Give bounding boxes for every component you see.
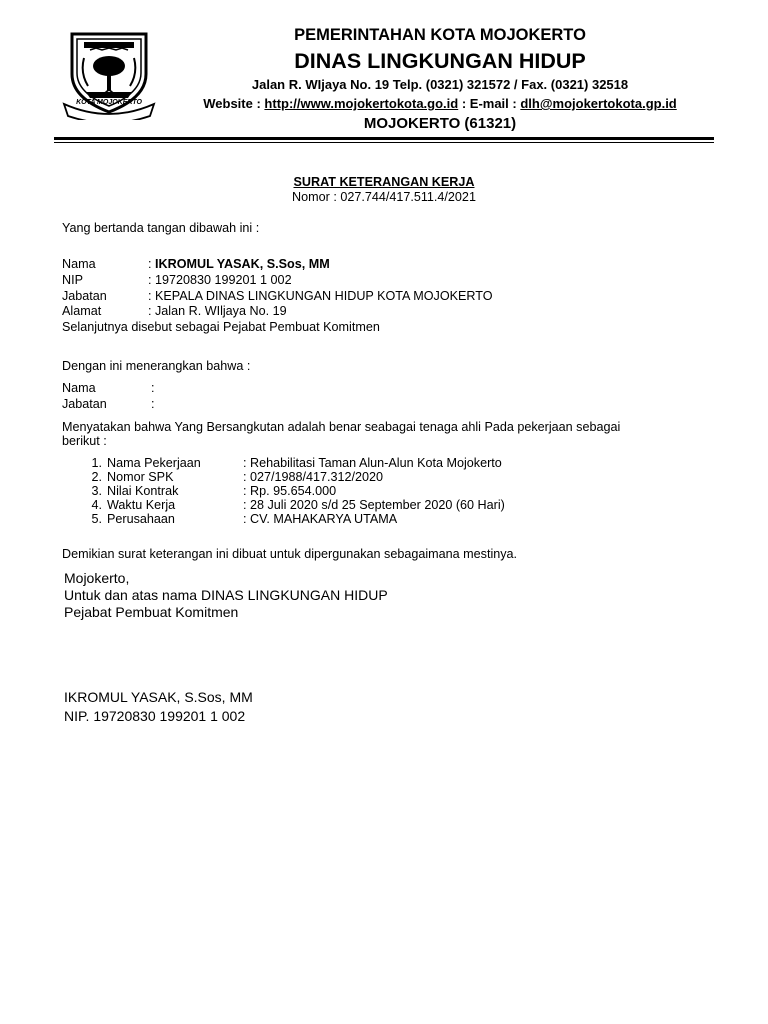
list-item-label: Nama Pekerjaan xyxy=(107,456,201,470)
government-name: PEMERINTAHAN KOTA MOJOKERTO xyxy=(294,26,586,44)
statement-line-2: berikut : xyxy=(62,434,107,448)
signer-address-value: : Jalan R. WIljaya No. 19 xyxy=(148,304,287,318)
signer-name: IKROMUL YASAK, S.Sos, MM xyxy=(155,257,330,271)
list-item-label: Nomor SPK xyxy=(107,470,174,484)
list-item-value: : 027/1988/417.312/2020 xyxy=(243,470,384,484)
subject-name-label: Nama xyxy=(62,381,96,395)
signer-position-value: : KEPALA DINAS LINGKUNGAN HIDUP KOTA MOJOKERTO xyxy=(148,289,493,303)
list-item-value: : 28 Juli 2020 s/d 25 September 2020 (60 Hari) xyxy=(243,498,505,512)
signer-nip-label: NIP xyxy=(62,273,83,287)
signer-name-value xyxy=(148,257,330,272)
list-item-number: 4. xyxy=(91,498,102,512)
list-item-value: : Rp. 95.654.000 xyxy=(243,484,337,498)
list-item-number: 1. xyxy=(91,456,102,470)
list-item-value: : Rehabilitasi Taman Alun-Alun Kota Mojokerto xyxy=(243,456,502,470)
colon: : xyxy=(148,257,155,271)
header-divider-thick xyxy=(54,137,714,140)
agency-name: DINAS LINGKUNGAN HIDUP xyxy=(294,49,586,73)
declaration-text: Dengan ini menerangkan bahwa : xyxy=(62,359,251,373)
logo-banner-text: KOTA MOJOKERTO xyxy=(76,99,142,106)
list-item-label: Perusahaan xyxy=(107,512,175,526)
letter-number: Nomor : 027.744/417.511.4/2021 xyxy=(292,190,476,204)
email-label: : E-mail : xyxy=(458,96,521,111)
signature-nip: NIP. 19720830 199201 1 002 xyxy=(64,708,246,724)
signer-address-label: Alamat xyxy=(62,304,102,318)
signature-name: IKROMUL YASAK, S.Sos, MM xyxy=(64,689,253,705)
list-item-number: 5. xyxy=(91,512,102,526)
city-postal: MOJOKERTO (61321) xyxy=(363,115,517,132)
list-item-label: Waktu Kerja xyxy=(107,498,176,512)
signer-name-label: Nama xyxy=(62,257,96,271)
list-item-value: : CV. MAHAKARYA UTAMA xyxy=(243,512,398,526)
list-item-number: 2. xyxy=(91,470,102,484)
statement-line-1: Menyatakan bahwa Yang Bersangkutan adalah benar seabagai tenaga ahli Pada pekerjaan sebagai xyxy=(62,420,621,434)
signature-on-behalf: Untuk dan atas nama DINAS LINGKUNGAN HIDUP xyxy=(64,587,388,603)
signer-nip-value: : 19720830 199201 1 002 xyxy=(148,273,292,287)
signer-designation: Selanjutnya disebut sebagai Pejabat Pembuat Komitmen xyxy=(62,320,380,334)
website-link[interactable]: http://www.mojokertokota.go.id xyxy=(264,96,459,111)
letter-title: SURAT KETERANGAN KERJA xyxy=(293,175,475,189)
subject-name-value: : xyxy=(151,381,155,395)
closing-text: Demikian surat keterangan ini dibuat untuk dipergunakan sebagaimana mestinya. xyxy=(62,547,518,561)
agency-address: Jalan R. WIjaya No. 19 Telp. (0321) 321572 / Fax. (0321) 32518 xyxy=(251,77,629,92)
list-item-number: 3. xyxy=(91,484,102,498)
website-label: Website : xyxy=(203,96,265,111)
list-item-label: Nilai Kontrak xyxy=(107,484,179,498)
signer-position-label: Jabatan xyxy=(62,289,107,303)
signature-role: Pejabat Pembuat Komitmen xyxy=(64,604,239,620)
signature-place: Mojokerto, xyxy=(64,570,130,586)
email-link[interactable]: dlh@mojokertokota.gp.id xyxy=(520,96,677,111)
subject-position-label: Jabatan xyxy=(62,397,107,411)
header-divider-thin xyxy=(54,142,714,143)
contact-line xyxy=(140,96,740,111)
intro-text: Yang bertanda tangan dibawah ini : xyxy=(62,221,260,235)
subject-position-value: : xyxy=(151,397,155,411)
